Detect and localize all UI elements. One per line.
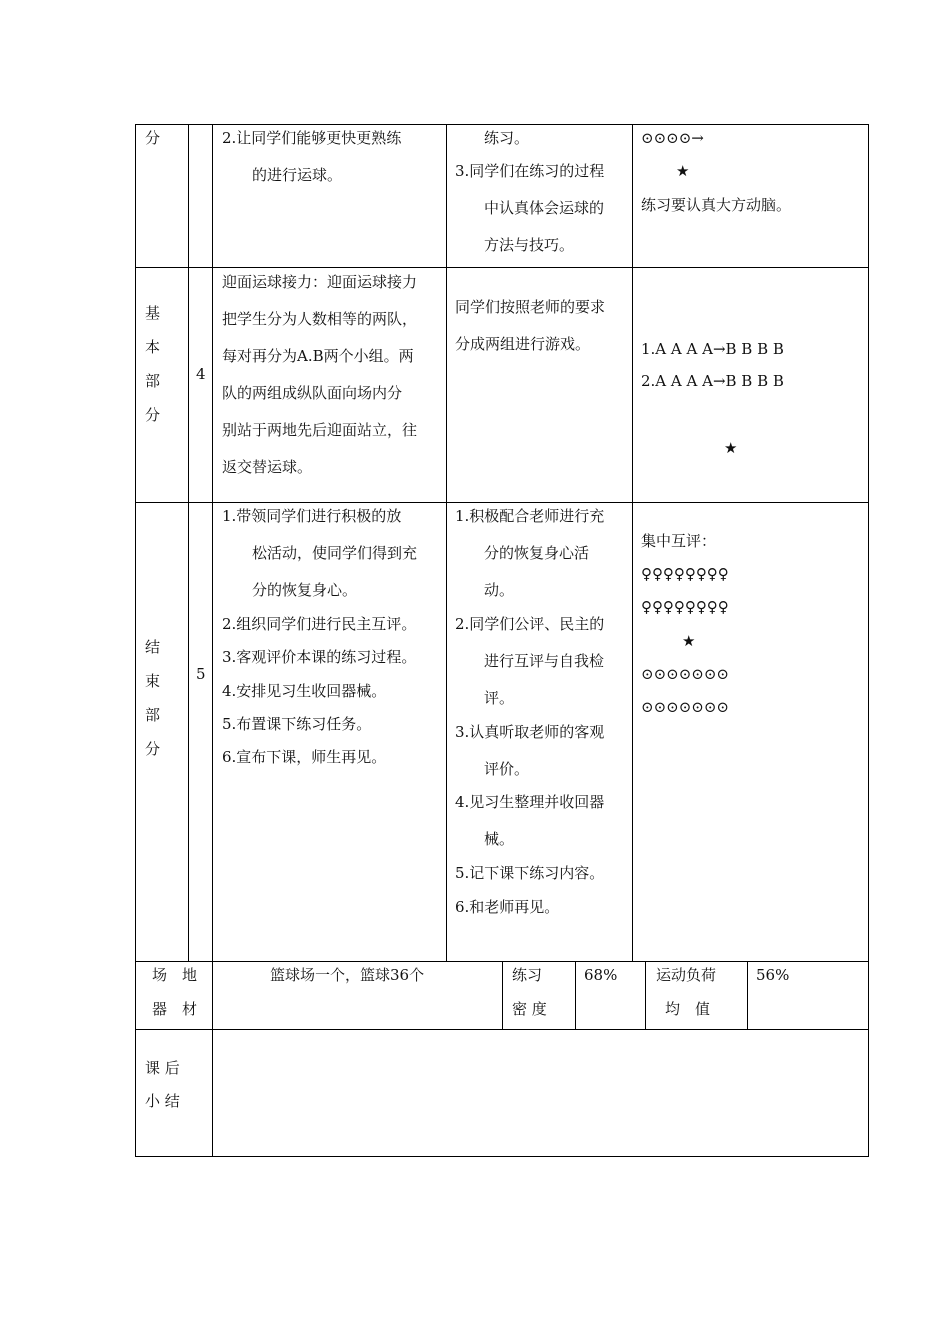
section1-student-line-3: 中认真体会运球的 [484, 199, 605, 217]
section3-male-row-1: ⊙⊙⊙⊙⊙⊙⊙ [641, 665, 729, 683]
section1-formation-row: ⊙⊙⊙⊙→ [641, 129, 704, 147]
col-divider-equip-1 [502, 961, 503, 1030]
section3-teacher-line: 1.带领同学们进行积极的放 [222, 507, 402, 525]
summary-label-line-1: 课 后 [145, 1059, 180, 1077]
section2-teacher-line-1: 迎面运球接力：迎面运球接力 [222, 273, 418, 291]
section1-teacher-star-icon: ★ [676, 162, 690, 180]
section3-student-line: 械。 [484, 830, 515, 848]
section3-part-char: 束 [145, 672, 161, 690]
section3-student-line: 5.记下课下练习内容。 [455, 864, 605, 882]
section3-student-line: 评价。 [484, 760, 530, 778]
density-label-line-1: 练习 [512, 966, 543, 984]
section3-student-line: 2.同学们公评、民主的 [455, 615, 605, 633]
section2-formation-line-1: 1.A A A A→B B B B [641, 340, 784, 358]
section3-teacher-line: 4.安排见习生收回器械。 [222, 682, 387, 700]
row-divider-2 [135, 502, 869, 503]
section3-student-line: 动。 [484, 581, 515, 599]
section3-part-char: 分 [145, 740, 161, 758]
section1-student-line-2: 3.同学们在练习的过程 [455, 162, 605, 180]
section2-teacher-line-5: 别站于两地先后迎面站立，往 [222, 421, 418, 439]
density-label-line-2: 密 度 [512, 1000, 547, 1018]
equipment-content: 篮球场一个，篮球36个 [270, 966, 425, 984]
section3-student-line: 6.和老师再见。 [455, 898, 560, 916]
section2-part-char: 部 [145, 372, 161, 390]
section3-part-char: 部 [145, 706, 161, 724]
section3-part-char: 结 [145, 638, 161, 656]
section3-female-row-2: ♀♀♀♀♀♀♀♀ [641, 598, 729, 616]
section3-teacher-line: 6.宣布下课，师生再见。 [222, 748, 387, 766]
section3-teacher-line: 2.组织同学们进行民主互评。 [222, 615, 417, 633]
section3-teacher-star-icon: ★ [682, 632, 696, 650]
section2-teacher-line-6: 返交替运球。 [222, 458, 313, 476]
table-right-border [868, 124, 869, 1157]
section3-teacher-line: 3.客观评价本课的练习过程。 [222, 648, 417, 666]
section2-time: 4 [196, 365, 206, 383]
section3-time: 5 [196, 665, 206, 683]
section3-student-line: 3.认真听取老师的客观 [455, 723, 605, 741]
row-divider-1 [135, 267, 869, 268]
section3-student-line: 进行互评与自我检 [484, 652, 605, 670]
table-left-border [135, 124, 136, 1157]
section1-teacher-line-1: 2.让同学们能够更快更熟练 [222, 129, 402, 147]
section2-student-line-1: 同学们按照老师的要求 [455, 298, 606, 316]
section2-teacher-line-3: 每对再分为A.B两个小组。两 [222, 347, 414, 365]
section1-student-line-1: 练习。 [484, 129, 530, 147]
table-bottom-border [135, 1156, 869, 1157]
col-divider-equip-2 [575, 961, 576, 1030]
col-divider-equip-4 [747, 961, 748, 1030]
section2-student-line-2: 分成两组进行游戏。 [455, 335, 591, 353]
col-divider-time [212, 124, 213, 1157]
section3-student-line: 评。 [484, 689, 515, 707]
section3-student-line: 1.积极配合老师进行充 [455, 507, 605, 525]
section2-part-char: 本 [145, 338, 161, 356]
col-divider-student [632, 124, 633, 962]
section3-teacher-line: 分的恢复身心。 [252, 581, 358, 599]
load-label-line-1: 运动负荷 [656, 966, 717, 984]
equipment-label-line-1: 场 地 [152, 966, 198, 984]
section3-teacher-line: 5.布置课下练习任务。 [222, 715, 372, 733]
table-top-border [135, 124, 869, 125]
load-label-line-2: 均 值 [665, 1000, 711, 1018]
section2-part-char: 基 [145, 304, 161, 322]
section1-org-note: 练习要认真大方动脑。 [641, 196, 792, 214]
section3-org-title: 集中互评： [641, 532, 717, 550]
density-value: 68% [584, 966, 618, 984]
section1-part-label: 分 [145, 129, 161, 147]
section2-teacher-star-icon: ★ [724, 439, 738, 457]
section2-formation-line-2: 2.A A A A→B B B B [641, 372, 784, 390]
summary-content-area[interactable] [213, 1030, 868, 1156]
section2-part-char: 分 [145, 406, 161, 424]
section3-teacher-line: 松活动，使同学们得到充 [252, 544, 418, 562]
col-divider-equip-3 [645, 961, 646, 1030]
section3-student-line: 分的恢复身心活 [484, 544, 590, 562]
load-value: 56% [756, 966, 790, 984]
col-divider-part [188, 124, 189, 962]
col-divider-teacher [446, 124, 447, 962]
equipment-label-line-2: 器 材 [152, 1000, 198, 1018]
section1-teacher-line-2: 的进行运球。 [252, 166, 343, 184]
summary-label-line-2: 小 结 [145, 1092, 180, 1110]
section1-student-line-4: 方法与技巧。 [484, 236, 575, 254]
section2-part-label [145, 296, 160, 432]
section2-teacher-line-4: 队的两组成纵队面向场内分 [222, 384, 403, 402]
section3-male-row-2: ⊙⊙⊙⊙⊙⊙⊙ [641, 698, 729, 716]
section3-student-line: 4.见习生整理并收回器 [455, 793, 605, 811]
section3-female-row-1: ♀♀♀♀♀♀♀♀ [641, 565, 729, 583]
section3-part-label [145, 630, 160, 766]
section2-teacher-line-2: 把学生分为人数相等的两队， [222, 310, 418, 328]
